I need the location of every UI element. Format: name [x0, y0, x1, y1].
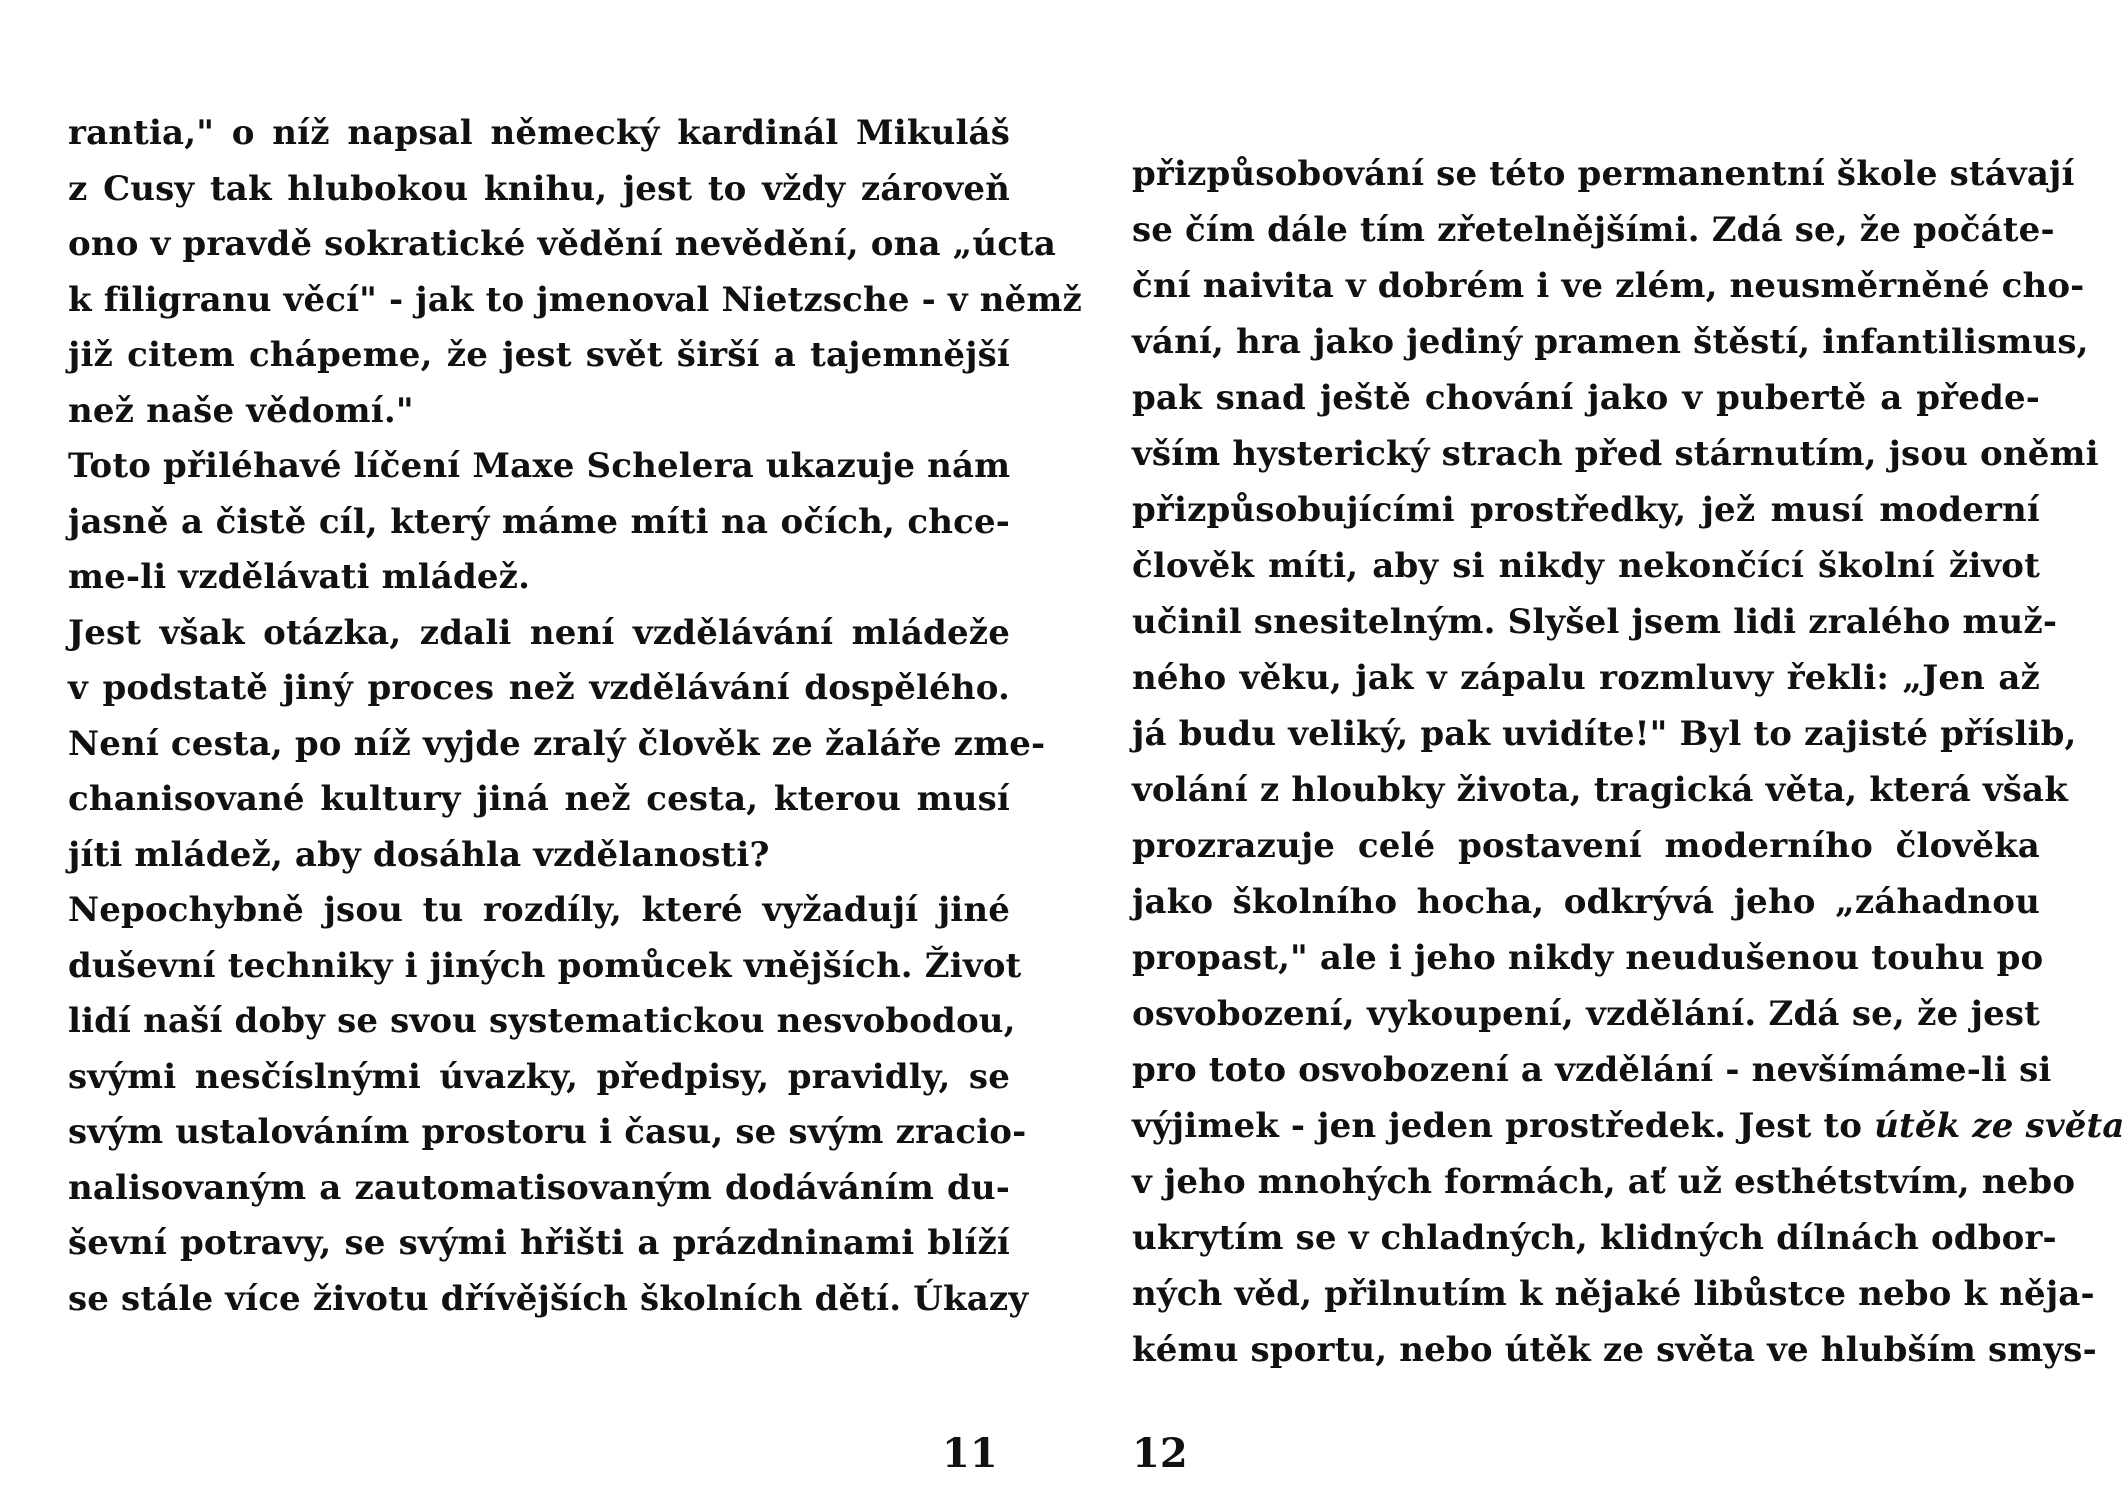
text-line: ono v pravdě sokratické vědění nevědění, ona „úcta	[68, 224, 1057, 264]
text-line: nalisovaným a zautomatisovaným dodáváním du-	[68, 1167, 1010, 1208]
text-line: jíti mládež, aby dosáhla vzdělanosti?	[68, 834, 770, 875]
text-line: lidí naší doby se svou systematickou nesvobodou,	[68, 1001, 1016, 1041]
text-line: svým ustalováním prostoru i času, se svým zracio-	[68, 1112, 1027, 1152]
text-line: svými nesčíslnými úvazky, předpisy, pravidly, se	[68, 1056, 1010, 1097]
text-line: volání z hloubky života, tragická věta, která však	[1132, 770, 2068, 810]
text-line: pro toto osvobození a vzdělání - nevšímáme-li si	[1132, 1050, 2052, 1090]
text-line-with-italic	[1132, 1098, 2125, 1154]
text-line: rantia," o níž napsal německý kardinál Mikuláš	[68, 113, 1010, 153]
text-line: se stále více životu dřívějších školních dětí. Úkazy	[68, 1278, 1029, 1319]
italic-phrase: útěk ze světa	[1874, 1106, 2125, 1146]
text-line: učinil snesitelným. Slyšel jsem lidi zralého muž-	[1132, 602, 2058, 642]
left-page	[68, 106, 1083, 1327]
text-line: jako školního hocha, odkrývá jeho „záhadnou	[1132, 882, 2040, 922]
text-line: pak snad ještě chování jako v pubertě a přede-	[1132, 378, 2040, 418]
right-page	[1132, 146, 2125, 1378]
text-line: já budu veliký, pak uvidíte!" Byl to zajisté příslib,	[1132, 714, 2077, 754]
text-line: Jest však otázka, zdali není vzdělávání mládeže	[68, 612, 1010, 653]
text-line: chanisované kultury jiná než cesta, kterou musí	[68, 779, 1010, 819]
text-line: ného věku, jak v zápalu rozmluvy řekli: „Jen až	[1132, 658, 2040, 698]
text-line: vším hysterický strach před stárnutím, jsou oněmi	[1132, 434, 2099, 474]
text-line: Toto přiléhavé líčení Maxe Schelera ukazuje nám	[68, 446, 1011, 486]
text-line: propast," ale i jeho nikdy neudušenou touhu po	[1132, 938, 2044, 978]
text-line: osvobození, vykoupení, vzdělání. Zdá se, že jest	[1132, 994, 2040, 1034]
text-line: než naše vědomí."	[68, 390, 414, 431]
text-line: Nepochybně jsou tu rozdíly, které vyžadují jiné	[68, 890, 1010, 930]
text-line: jasně a čistě cíl, který máme míti na očích, chce-	[68, 501, 1010, 542]
text-line: ševní potravy, se svými hřišti a prázdninami blíží	[68, 1223, 1010, 1263]
text-line: přizpůsobujícími prostředky, jež musí moderní	[1132, 490, 2040, 530]
text-line: vání, hra jako jediný pramen štěstí, infantilismus,	[1132, 322, 2089, 362]
text-line: z Cusy tak hlubokou knihu, jest to vždy zároveň	[68, 168, 1010, 209]
text-line: ční naivita v dobrém i ve zlém, neusměrněné cho-	[1132, 266, 2085, 306]
text-segment: výjimek - jen jeden prostředek. Jest to	[1132, 1106, 1863, 1146]
text-line: ukrytím se v chladných, klidných dílnách odbor-	[1132, 1218, 2057, 1258]
text-line: ných věd, přilnutím k nějaké libůstce nebo k něja-	[1132, 1274, 2095, 1314]
text-line: k filigranu věcí" - jak to jmenoval Nietzsche - v němž	[68, 279, 1083, 320]
text-line: me-li vzdělávati mládež.	[68, 557, 531, 597]
page-number-right: 12	[1132, 1430, 1188, 1477]
text-line: v podstatě jiný proces než vzdělávání dospělého.	[68, 668, 1010, 708]
text-line: prozrazuje celé postavení moderního člověka	[1132, 826, 2040, 866]
text-line: kému sportu, nebo útěk ze světa ve hlubším smys-	[1132, 1330, 2097, 1370]
text-line: člověk míti, aby si nikdy nekončící školní život	[1132, 546, 2040, 586]
text-line: v jeho mnohých formách, ať už esthétstvím, nebo	[1132, 1162, 2076, 1202]
text-line: Není cesta, po níž vyjde zralý člověk ze žaláře zme-	[68, 723, 1046, 764]
page-number-left: 11	[942, 1430, 998, 1477]
text-line: přizpůsobování se této permanentní škole stávají	[1132, 154, 2075, 194]
text-line: duševní techniky i jiných pomůcek vnějších. Život	[68, 945, 1022, 986]
text-line: se čím dále tím zřetelnějšími. Zdá se, že počáte-	[1132, 210, 2055, 250]
text-line: již citem chápeme, že jest svět širší a tajemnější	[68, 335, 1010, 375]
